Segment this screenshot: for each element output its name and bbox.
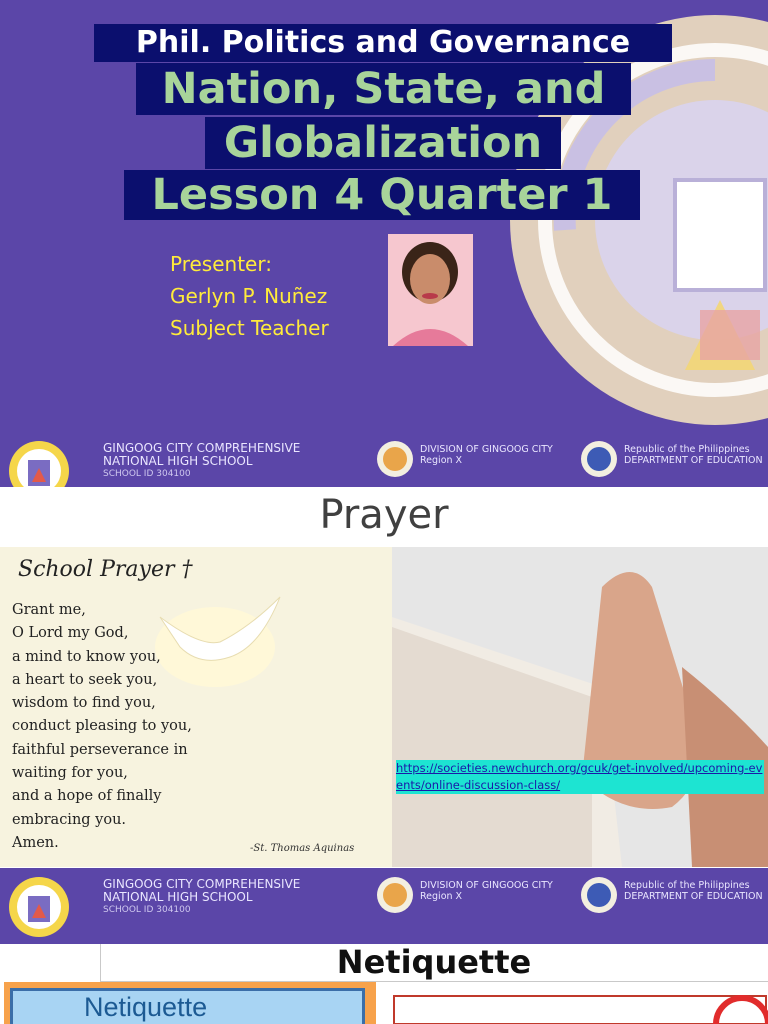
school-name-line-2: NATIONAL HIGH SCHOOL: [103, 454, 253, 468]
prayer-line: Amen.: [12, 834, 59, 851]
prayer-line: faithful perseverance in: [12, 741, 188, 758]
division-name: [420, 880, 553, 902]
school-name-line-1: GINGOOG CITY COMPREHENSIVE: [103, 877, 301, 891]
division-seal-icon: [376, 876, 414, 914]
presenter-block: [170, 248, 329, 344]
prayer-line: and a hope of finally: [12, 788, 162, 805]
praying-hands-photo: [392, 547, 768, 867]
image-source-link[interactable]: https://societies.newchurch.org/gcuk/get-involved/upcoming-events/online-discussion-class/: [396, 761, 763, 792]
presenter-name: Gerlyn P. Nuñez: [170, 284, 328, 308]
netiquette-rules-image: [392, 982, 768, 1024]
netiquette-image: [4, 982, 376, 1024]
presenter-photo: [388, 234, 473, 346]
netiquette-slide-title: Netiquette: [336, 944, 532, 981]
prayer-line: Grant me,: [12, 602, 86, 618]
school-id: SCHOOL ID 304100: [103, 469, 191, 479]
deped-line-2: DEPARTMENT OF EDUCATION: [624, 891, 763, 902]
prayer-card-title: School Prayer †: [18, 557, 193, 582]
division-line-1: DIVISION OF GINGOOG CITY: [420, 880, 553, 891]
division-seal-icon: [376, 440, 414, 478]
deped-line-1: Republic of the Philippines: [624, 444, 750, 455]
deped-seal-icon: [580, 440, 618, 478]
prayer-slide-title: Prayer: [319, 492, 449, 538]
deped-line-2: DEPARTMENT OF EDUCATION: [624, 455, 763, 466]
prayer-line: wisdom to find you,: [12, 695, 156, 712]
course-title: Phil. Politics and Governance: [94, 24, 672, 62]
presenter-label: Presenter:: [170, 252, 272, 276]
division-line-2: Region X: [420, 455, 463, 466]
school-name: [103, 442, 300, 481]
netiquette-image-label: Netiquette: [84, 992, 208, 1022]
deped-seal-icon: [580, 876, 618, 914]
school-name-line-2: NATIONAL HIGH SCHOOL: [103, 890, 253, 904]
prayer-line: waiting for you,: [12, 765, 128, 782]
presenter-role: Subject Teacher: [170, 316, 329, 340]
prayer-signature: -St. Thomas Aquinas: [250, 843, 355, 854]
prayer-text: [12, 599, 192, 855]
prayer-line: O Lord my God,: [12, 625, 129, 642]
prayer-line: a heart to seek you,: [12, 671, 158, 688]
deped-name: [624, 444, 763, 466]
title-slide: [0, 0, 768, 432]
school-prayer-image: [0, 547, 392, 867]
lesson-title: Lesson 4 Quarter 1: [124, 170, 640, 220]
school-id: SCHOOL ID 304100: [103, 905, 191, 915]
topic-title-line-1: Nation, State, and: [136, 63, 631, 115]
school-name: [103, 878, 300, 917]
school-name-line-1: GINGOOG CITY COMPREHENSIVE: [103, 441, 301, 455]
netiquette-slide: [0, 944, 768, 1024]
deped-line-1: Republic of the Philippines: [624, 880, 750, 891]
prayer-slide: [0, 487, 768, 867]
division-line-1: DIVISION OF GINGOOG CITY: [420, 444, 553, 455]
division-line-2: Region X: [420, 891, 463, 902]
school-banner: [0, 868, 768, 944]
school-seal-icon: [8, 876, 70, 938]
prayer-line: embracing you.: [12, 811, 127, 828]
division-name: [420, 444, 553, 466]
prayer-line: conduct pleasing to you,: [12, 718, 192, 735]
topic-title-line-2: Globalization: [205, 117, 561, 169]
deped-name: [624, 880, 763, 902]
prayer-line: a mind to know you,: [12, 648, 161, 665]
